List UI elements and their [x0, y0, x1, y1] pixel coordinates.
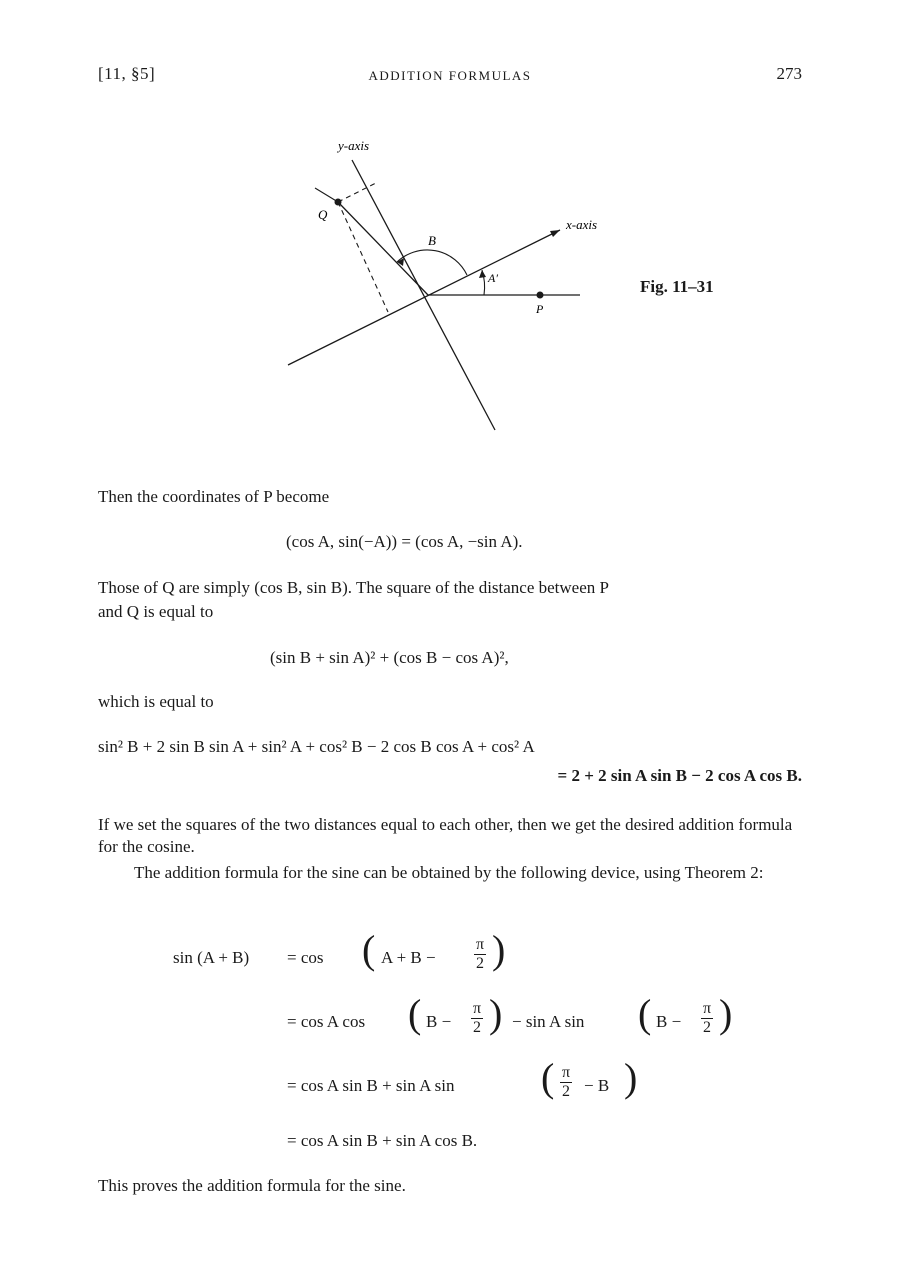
open-paren: (: [541, 1055, 555, 1100]
p-label: P: [536, 302, 544, 316]
derivation-lhs: sin (A + B): [173, 948, 250, 967]
point-p: [537, 292, 544, 299]
pi-over-two: $\frac{\pi}{2}$: [476, 936, 485, 972]
paragraph-sine: The addition formula for the sine can be obtained by the following device, using Theorem 2:: [134, 863, 764, 882]
open-paren: (: [408, 991, 422, 1036]
derivation-row4: = cos A sin B + sin A cos B.: [287, 1131, 478, 1150]
running-header: ADDITION FORMULAS: [368, 68, 532, 83]
text-line-q: Those of Q are simply (cos B, sin B). The square of the distance between P: [98, 578, 609, 597]
close-paren: ): [624, 1055, 638, 1100]
derivation-row2-prefix: = cos A cos: [287, 1012, 366, 1031]
equation-p-coordinates: (cos A, sin(−A)) = (cos A, −sin A).: [286, 532, 523, 551]
pi-over-two: $\frac{\pi}{2}$: [562, 1064, 571, 1100]
concluding-sentence: This proves the addition formula for the sine.: [98, 1176, 406, 1195]
section-reference: [11, §5]: [98, 64, 156, 83]
text-line-q-cont: and Q is equal to: [98, 602, 214, 621]
x-axis-arrowhead: [550, 230, 560, 237]
derivation-row1-inner: A + B −: [381, 948, 436, 967]
derivation-row2-inner1: B −: [426, 1012, 452, 1031]
a-prime-label: A′: [488, 271, 498, 285]
equation-expansion: sin² B + 2 sin B sin A + sin² A + cos² B − 2 cos B cos A + cos² A: [98, 737, 535, 756]
pi-over-two: $\frac{\pi}{2}$: [473, 1000, 482, 1036]
derivation-row3-inner: − B: [584, 1076, 610, 1095]
derivation-row2-inner2: B −: [656, 1012, 682, 1031]
derivation-row2-mid: − sin A sin: [512, 1012, 585, 1031]
close-paren: ): [492, 927, 506, 972]
page-number: 273: [776, 64, 802, 83]
y-axis-label: y-axis: [338, 138, 370, 153]
derivation-row3-prefix: = cos A sin B + sin A sin: [287, 1076, 455, 1095]
derivation-row1-prefix: = cos: [287, 948, 324, 967]
equation-distance-squared: (sin B + sin A)² + (cos B − cos A)²,: [270, 648, 509, 667]
rotated-axes-figure: [270, 130, 630, 440]
dashed-projection-x: [338, 202, 388, 312]
open-paren: (: [638, 991, 652, 1036]
point-q: [335, 199, 342, 206]
q-label: Q: [318, 207, 328, 222]
figure-caption: Fig. 11–31: [640, 277, 714, 296]
close-paren: ): [489, 991, 503, 1036]
ray-to-q: [338, 202, 428, 295]
angle-b-arc: [397, 250, 467, 275]
open-paren: (: [362, 927, 376, 972]
angle-a-arrowhead: [479, 270, 486, 278]
b-label: B: [428, 233, 436, 248]
text-line-equal: which is equal to: [98, 692, 214, 711]
pi-over-two: $\frac{\pi}{2}$: [703, 1000, 712, 1036]
paragraph-cosine: If we set the squares of the two distances equal to each other, then we get the desired addition formula for the cosine.: [98, 815, 793, 856]
close-paren: ): [719, 991, 733, 1036]
x-axis-label: x-axis: [566, 217, 598, 232]
equation-simplified: = 2 + 2 sin A sin B − 2 cos A cos B.: [557, 766, 802, 785]
extension-line: [315, 188, 338, 202]
text-line-coordinates: Then the coordinates of P become: [98, 487, 330, 506]
